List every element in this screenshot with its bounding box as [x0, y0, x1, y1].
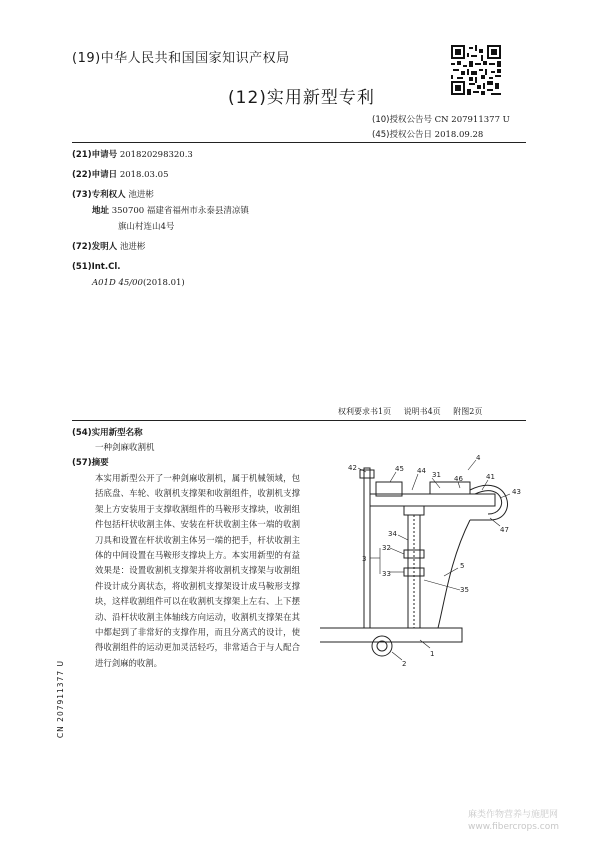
cable	[438, 520, 470, 628]
filing-date-value: 2018.03.05	[119, 170, 169, 180]
label-44: 44	[417, 467, 426, 475]
label-31: 31	[432, 471, 441, 479]
left-rod	[364, 468, 370, 628]
inventor-value: 池进彬	[119, 242, 146, 252]
address-line-2: 旗山村连山4号	[118, 222, 175, 232]
patentee-value: 池进彬	[128, 190, 154, 200]
inventor	[72, 240, 145, 252]
label-43: 43	[512, 488, 521, 496]
utility-model-title-label	[72, 426, 143, 438]
label-41: 41	[486, 473, 495, 481]
side-publication-code: CN 207911377 U	[56, 660, 65, 739]
filing-date	[72, 168, 168, 180]
publication-date	[372, 128, 483, 140]
application-number-label: (21)申请号	[72, 150, 118, 160]
filing-date-label: (22)申请日	[72, 170, 118, 180]
address-line-1: 350700 福建省福州市永泰县清凉镇	[111, 206, 249, 216]
description-pages: 说明书4页	[403, 407, 441, 416]
label-5: 5	[460, 562, 465, 570]
address-label: 地址	[92, 206, 110, 216]
label-46: 46	[454, 475, 463, 483]
saddle-support	[404, 506, 424, 515]
label-47: 47	[500, 526, 509, 534]
qr-code	[451, 45, 501, 95]
chassis-base	[320, 628, 462, 642]
label-35: 35	[460, 586, 469, 594]
page-count-summary	[338, 406, 492, 417]
header-divider	[72, 142, 526, 143]
claims-pages: 权利要求书1页	[338, 407, 392, 416]
section-divider	[72, 420, 526, 421]
label-1: 1	[430, 650, 435, 658]
publication-number	[372, 113, 510, 125]
cutter-block	[360, 470, 374, 478]
ipc-label	[72, 262, 121, 272]
label-45: 45	[395, 465, 404, 473]
abstract-label-text: (57)摘要	[72, 458, 109, 468]
office-name: (19)中华人民共和国国家知识产权局	[72, 51, 290, 66]
abstract-text: 本实用新型公开了一种剑麻收割机，属于机械领域，包括底盘、车轮、收割机支撑架和收割组件，收割机支撑架上方安装用于支撑收割组件的马鞍形支撑块，收割组件包括杆状收割主体、安装在杆状收割主体一端的收割刀具和设置在杆状收割主体另一端的把手，杆状收割主体的中间设置在马鞍形支撑块上方。本实用新型的有益效果是：设置收割机支撑架并将收割机支撑架与收割组件设计成分离状态，将收割机支撑架设计成马鞍形支撑块，这样收割组件可以在收割机支撑架上左右、上下摆动、沿杆状收割主体轴线方向运动，收割机支撑架在其中都起到了非常好的支撑作用，而且分离式的设计，使得收割组件的运动更加灵活轻巧，非常适合于与人配合进行剑麻的收割。	[95, 473, 300, 668]
inventor-label: (72)发明人	[72, 242, 118, 252]
address-block	[92, 204, 249, 216]
publication-date-value: 2018.09.28	[434, 130, 484, 140]
ipc-label-text: (51)Int.Cl.	[72, 262, 121, 272]
ipc-code: A01D 45/00	[92, 278, 143, 288]
utility-model-title: 一种剑麻收割机	[95, 443, 155, 453]
document-type: (12)实用新型专利	[228, 88, 375, 108]
abstract-label	[72, 456, 109, 468]
application-number-value: 201820298320.3	[119, 150, 193, 160]
drawing-pages: 附图2页	[453, 407, 483, 416]
patentee	[72, 188, 154, 200]
label-32: 32	[382, 544, 391, 552]
publication-number-label: (10)授权公告号	[372, 115, 432, 125]
ipc-version: (2018.01)	[142, 278, 185, 288]
publication-number-value: CN 207911377 U	[434, 115, 510, 125]
label-33: 33	[382, 570, 391, 578]
application-number	[72, 148, 193, 160]
label-34: 34	[388, 530, 397, 538]
component-46	[430, 482, 470, 494]
patentee-label: (73)专利权人	[72, 190, 126, 200]
label-3: 3	[362, 555, 367, 563]
patent-drawing	[320, 450, 540, 675]
watermark-title: 麻类作物营养与施肥网	[468, 810, 559, 820]
title-label-text: (54)实用新型名称	[72, 428, 143, 438]
ipc-classification	[92, 278, 185, 288]
label-2: 2	[402, 660, 407, 668]
label-4: 4	[476, 454, 481, 462]
wheel	[372, 636, 392, 656]
watermark-url: www.fibercrops.com	[468, 822, 559, 832]
publication-date-label: (45)授权公告日	[372, 130, 432, 140]
label-42: 42	[348, 464, 357, 472]
